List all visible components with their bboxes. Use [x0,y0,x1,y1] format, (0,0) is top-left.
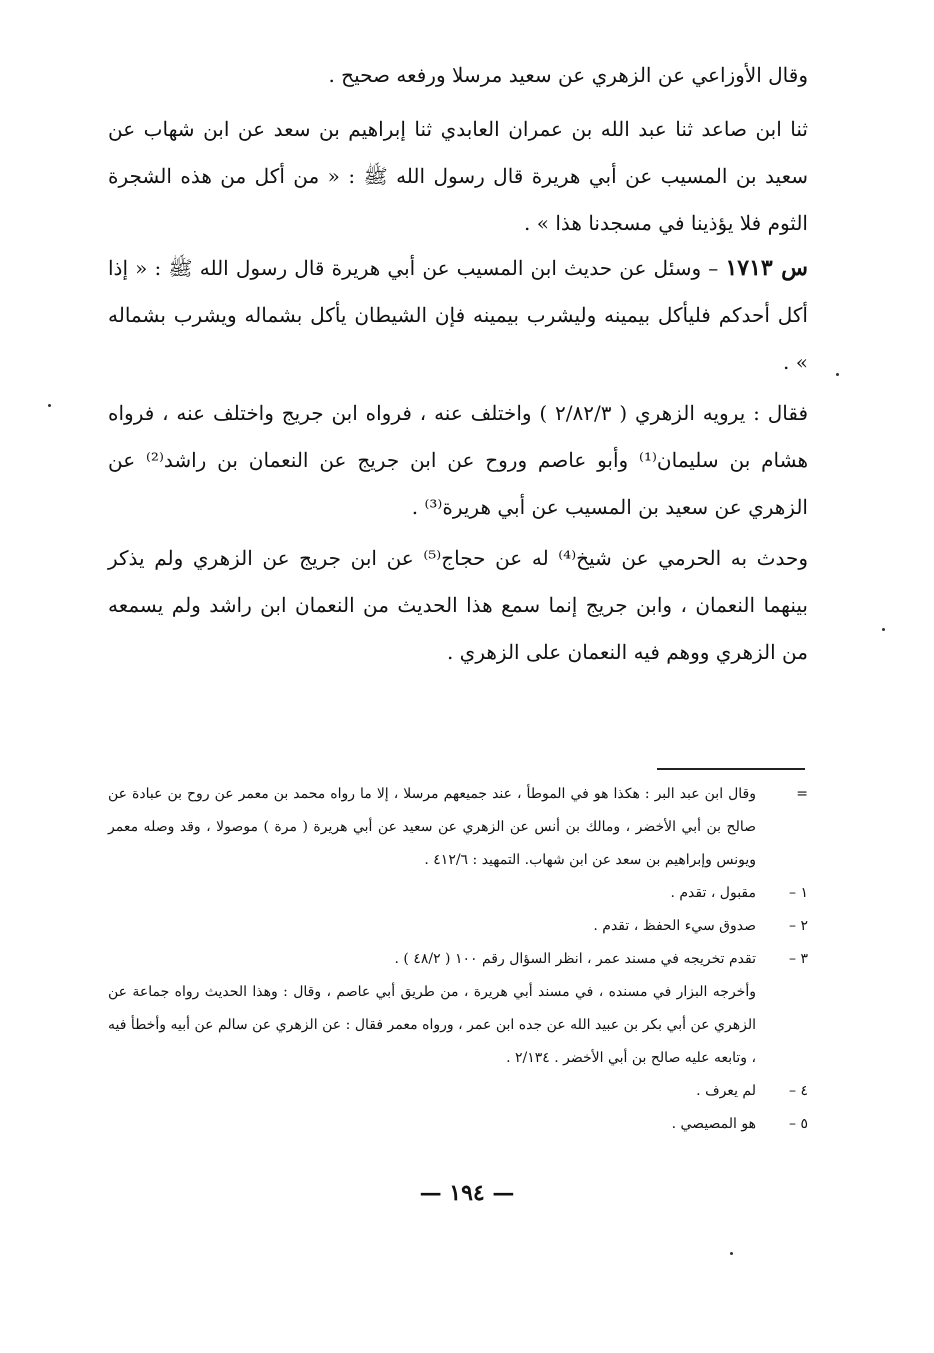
hadith-paragraph [108,106,808,247]
footnote-1 [108,877,808,910]
paragraph-text: ثنا ابن صاعد ثنا عبد الله بن عمران العابدي ثنا إبراهيم بن سعد عن ابن شهاب عن سعيد بن المسيب عن أبي هريرة قال رسول الله ﷺ : « من أكل من هذه الشجرة الثوم فلا يؤذينا في مسجدنا هذا » . [108,117,808,235]
footnote-text: صدوق سيء الحفظ ، تقدم . [593,918,756,934]
paragraph-text: فقال : يرويه الزهري ( ٢/٨٢/٣ ) واختلف عنه ، فرواه ابن جريج واختلف عنه ، فرواه هشام بن سليمان⁽¹⁾ وأبو عاصم وروح عن ابن جريج عن النعمان بن راشد⁽²⁾ عن الزهري عن سعيد بن المسيب عن أبي هريرة⁽³⁾ . [108,401,809,519]
footnote-text: هو المصيصي . [671,1116,756,1132]
footnote-text: وقال ابن عبد البر : هكذا هو في الموطأ ، عند جميعهم مرسلا ، إلا ما رواه محمد بن معمر عن روح بن عبادة عن صالح بن أبي الأخضر ، ومالك بن أنس عن الزهري عن سعيد عن أبي هريرة ( مرة ) موصولا ، وقد وصله معمر ويونس وإبراهيم بن سعد عن ابن شهاب. التمهيد : ٤١٢/٦ . [108,786,756,868]
footnote-divider [657,768,805,770]
scan-speck [48,404,51,407]
footnote-marker: ٣ – [789,951,808,967]
question-paragraph [108,245,808,386]
footnote-4 [108,1075,808,1108]
footnote-marker: ٤ – [789,1083,808,1099]
page-number: — ١٩٤ — [419,1180,515,1206]
footnote-marker: ١ – [789,885,808,901]
paragraph-text: وحدث به الحرمي عن شيخ⁽⁴⁾ له عن حجاج⁽⁵⁾ عن ابن جريج عن الزهري ولم يذكر بينهما النعمان ، وابن جريج إنما سمع هذا الحديث من النعمان ابن راشد ولم يسمعه من الزهري ووهم فيه النعمان على الزهري . [108,546,808,664]
scan-speck [836,373,839,376]
footnote-marker: ٢ – [789,918,808,934]
footnote-text: وأخرجه البزار في مسنده ، في مسند أبي هريرة ، من طريق أبي عاصم ، وقال : وهذا الحديث رواه جماعة عن الزهري عن أبي بكر بن عبيد الله عن جده ابن عمر ، ورواه معمر فقال : عن الزهري عن سالم عن أبيه وأخطأ فيه ، وتابعه عليه صالح بن أبي الأخضر . ٢/١٣٤ . [108,984,756,1066]
footnote-text: تقدم تخريجه في مسند عمر ، انظر السؤال رقم ١٠٠ ( ٤٨/٢ ) . [394,951,756,967]
footnote-5 [108,1108,808,1141]
answer-paragraph [108,535,808,676]
scan-speck [730,1252,733,1255]
footnote-marker: ٥ – [789,1116,808,1132]
answer-paragraph [108,390,808,531]
footnote-3 [108,943,808,976]
footnote-2 [108,910,808,943]
footnote-continuation [108,778,808,877]
scan-speck [882,628,885,631]
opening-paragraph [108,52,808,99]
footnote-marker: = [796,786,808,802]
question-text: – وسئل عن حديث ابن المسيب عن أبي هريرة قال رسول الله ﷺ : « إذا أكل أحدكم فليأكل بيمينه وليشرب بيمينه فإن الشيطان يأكل بشماله ويشرب بشماله » . [108,256,808,374]
paragraph-text: وقال الأوزاعي عن الزهري عن سعيد مرسلا ورفعه صحيح . [328,63,808,87]
question-number: س ١٧١٣ [725,255,809,281]
footnote-3-continuation [108,976,808,1075]
footnote-marker [756,976,808,1075]
footnote-text: لم يعرف . [696,1083,756,1099]
footnotes [108,778,808,1141]
footnote-text: مقبول ، تقدم . [670,885,756,901]
